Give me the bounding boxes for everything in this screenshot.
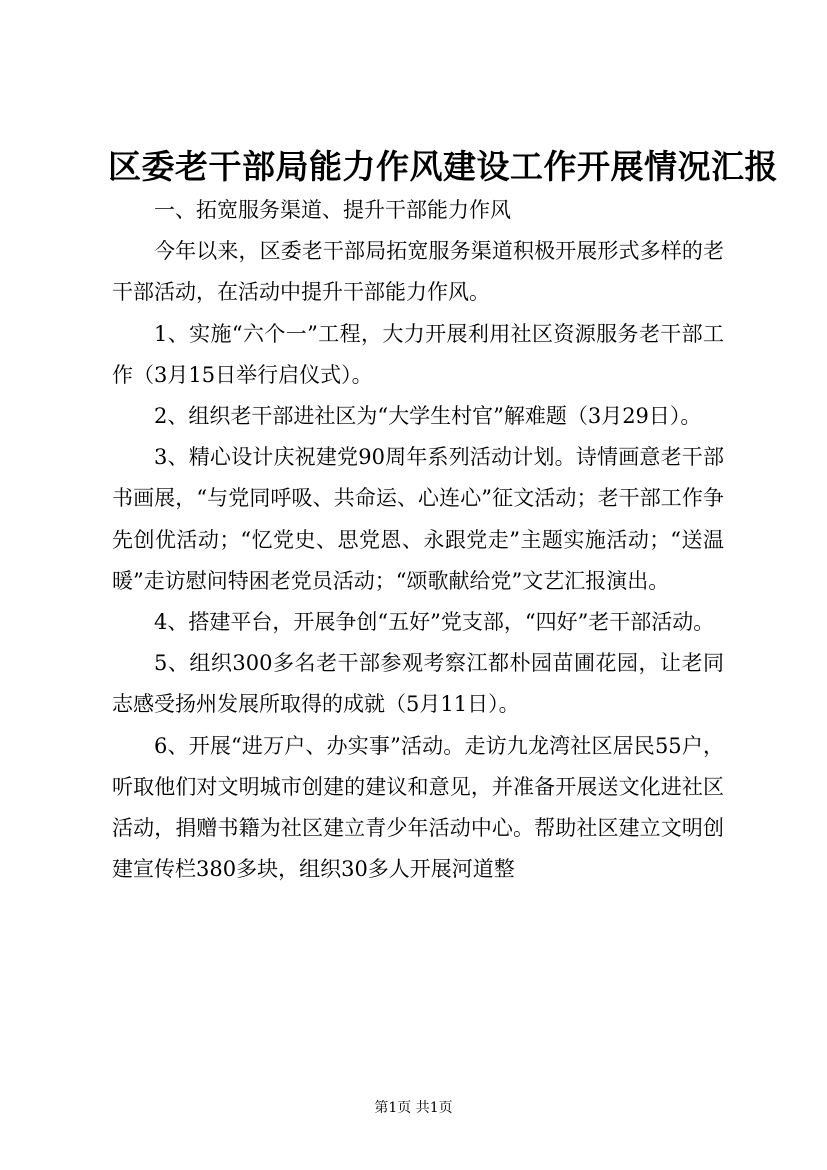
body-paragraph: 5、组织300多名老干部参观考察江都朴园苗圃花园，让老同志感受扬州发展所取得的成就（5月11日）。 (112, 651, 724, 717)
body-paragraph: 今年以来，区委老干部局拓宽服务渠道积极开展形式多样的老干部活动，在活动中提升干部能力作风。 (112, 239, 724, 305)
body-paragraph: 1、实施“六个一”工程，大力开展利用社区资源服务老干部工作（3月15日举行启仪式）。 (112, 321, 724, 387)
body-paragraph: 4、搭建平台，开展争创“五好”党支部，“四好”老干部活动。 (154, 610, 715, 635)
document-title: 区委老干部局能力作风建设工作开展情况汇报 (108, 147, 778, 186)
section-heading: 一、拓宽服务渠道、提升干部能力作风 (154, 198, 511, 222)
page-footer: 第1页 共1页 (374, 1100, 453, 1116)
body-paragraph: 6、开展“进万户、办实事”活动。走访九龙湾社区居民55户，听取他们对文明城市创建的建议和意见，并准备开展送文化进社区活动，捐赠书籍为社区建立青少年活动中心。帮助社区建立文明创建宣传栏380多块，组织30多人开展河道整 (112, 733, 724, 882)
body-paragraph: 2、组织老干部进社区为“大学生村官”解难题（3月29日）。 (154, 404, 702, 429)
body-paragraph: 3、精心设计庆祝建党90周年系列活动计划。诗情画意老干部书画展，“与党同呼吸、共命运、心连心”征文活动；老干部工作争先创优活动；“忆党史、思党恩、永跟党走”主题实施活动；“送温暖”走访慰问特困老党员活动；“颂歌献给党”文艺汇报演出。 (112, 445, 724, 593)
document-body (112, 190, 724, 890)
